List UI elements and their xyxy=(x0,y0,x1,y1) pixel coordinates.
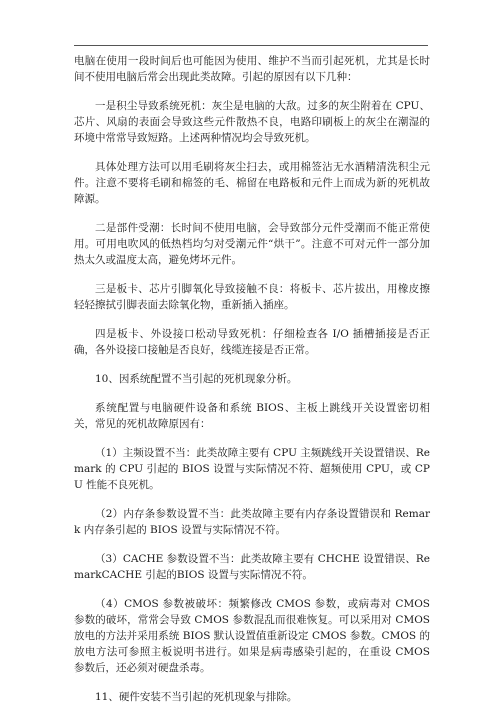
section-heading-11: 11、硬件安装不当引起的死机现象与排除。 xyxy=(95,691,298,703)
section-heading-10: 10、因系统配置不当引起的死机现象分析。 xyxy=(95,373,298,385)
list-item-cache: （3）CACHE 参数设置不当：此类故障主要有 CHCHE 设置错误、RemarkCACHE 引起的BIOS 设置与实际情况不符。 xyxy=(74,553,430,581)
paragraph-loose-ports: 四是板卡、外设接口松动导致死机：仔细检查各 I/O 插槽插接是否正确，各外设接口接触是否良好，线缆连接是否正常。 xyxy=(74,328,430,356)
paragraph-config-intro: 系统配置与电脑硬件设备和系统 BIOS、主板上跳线开关设置密切相关，常见的死机故障原因有： xyxy=(74,402,430,430)
list-item-frequency: （1）主频设置不当：此类故障主要有 CPU 主频跳线开关设置错误、Remark 的 CPU 引起的 BIOS 设置与实际情况不符、超频使用 CPU，或 CPU 性能不良死机。 xyxy=(74,447,430,491)
paragraph-moisture: 二是部件受潮：长时间不使用电脑，会导致部分元件受潮而不能正常使用。可用电吹风的低热档均匀对受潮元件“烘干”。注意不可对元件一部分加热太久或温度太高，避免烤坏元件。 xyxy=(74,222,430,266)
list-item-memory: （2）内存条参数设置不当：此类故障主要有内存条设置错误和 Remark 内存条引起的 BIOS 设置与实际情况不符。 xyxy=(74,508,430,536)
paragraph-intro: 电脑在使用一段时间后也可能因为使用、维护不当而引起死机，尤其是长时间不使用电脑后常会出现此类故障。引起的原因有以下几种： xyxy=(74,55,430,83)
document-body xyxy=(74,53,430,718)
paragraph-dust-fix: 具体处理方法可以用毛刷将灰尘扫去，或用棉签沾无水酒精清洗积尘元件。注意不要将毛刷和棉签的毛、棉留在电路板和元件上而成为新的死机故障源。 xyxy=(74,161,430,205)
paragraph-dust: 一是积尘导致系统死机：灰尘是电脑的大敌。过多的灰尘附着在 CPU、芯片、风扇的表面会导致这些元件散热不良，电路印刷板上的灰尘在潮湿的环境中常常导致短路。上述两种情况均会导致死机。 xyxy=(74,100,430,144)
list-item-cmos: （4）CMOS 参数被破坏：频繁修改 CMOS 参数，或病毒对 CMOS 参数的破坏，常常会导致 CMOS 参数混乱而很难恢复。可以采用对 CMOS 放电的方法并采用系统 BIOS 默认设置值重新设定 CMOS 参数。CMOS 的放电方法可参照主板说明书进行。如果是病毒感染引起的，在重设 CMOS 参数后，还必须对硬盘杀毒。 xyxy=(74,598,430,674)
header-rule xyxy=(74,45,428,46)
paragraph-oxidation: 三是板卡、芯片引脚氧化导致接触不良：将板卡、芯片拔出，用橡皮擦轻轻擦拭引脚表面去除氧化物，重新插入插座。 xyxy=(74,283,430,311)
